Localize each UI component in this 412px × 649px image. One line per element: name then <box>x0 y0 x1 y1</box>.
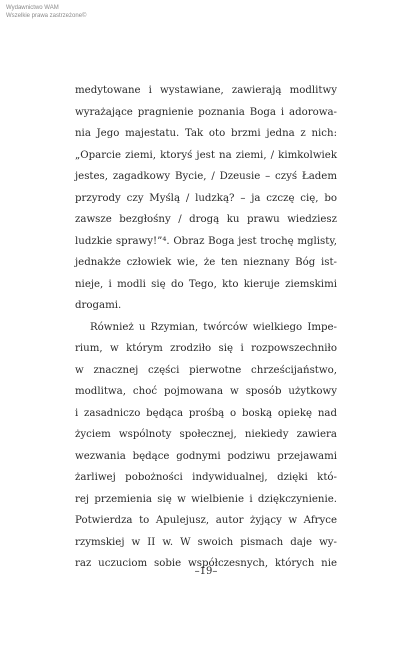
text-line: nia Jego majestatu. Tak oto brzmi jedna z nich: <box>75 128 337 139</box>
text-line: żarliwej pobożności indywidualnej, dzięki któ- <box>75 472 337 483</box>
text-line: wyrażające pragnienie poznania Boga i adorowa- <box>75 106 337 118</box>
text-line: jestes, zagadkowy Bycie, / Dzeusie – czyś Ładem <box>75 171 337 182</box>
text-line: życiem wspólnoty społecznej, niekiedy zawiera <box>75 429 337 440</box>
text-line: medytowane i wystawiane, zawierają modlitwy <box>75 85 337 96</box>
text-line: rium, w którym zrodziło się i rozpowszechniło <box>75 343 337 354</box>
text-line: modlitwa, choć pojmowana w sposób użytkowy <box>75 386 337 397</box>
text-line: wezwania będące godnymi podziwu przejawami <box>75 450 337 462</box>
paragraph-1 <box>75 80 337 317</box>
text-line: przyrody czy Myślą / ludzką? – ja czczę cię, bo <box>75 192 337 204</box>
text-line: i zasadniczo będąca prośbą o boską opiekę nad <box>75 407 337 419</box>
text-line: jednakże człowiek wie, że ten nieznany Bóg ist- <box>75 257 337 268</box>
paragraph-2 <box>75 317 337 575</box>
text-line: zawsze bezgłośny / drogą ku prawu wiedziesz <box>75 214 337 225</box>
watermark-publisher: Wydawnictwo WAM <box>6 5 59 11</box>
text-line: w znacznej części pierwotne chrześcijaństwo, <box>75 364 337 376</box>
text-line: ludzkie sprawy!”⁴. Obraz Boga jest trochę mglisty, <box>75 235 337 247</box>
text-line: Potwierdza to Apulejusz, autor żyjący w Afryce <box>75 515 337 526</box>
text-line: raz uczuciom sobie współczesnych, których nie <box>75 558 337 569</box>
watermark <box>6 4 86 20</box>
text-line: Również u Rzymian, twórców wielkiego Impe- <box>90 321 337 333</box>
text-line: nieje, i modli się do Tego, kto kieruje ziemskimi <box>75 278 337 290</box>
body-text <box>75 80 337 575</box>
page-number: –19– <box>194 566 218 577</box>
watermark-copyright: Wszelkie prawa zastrzeżone© <box>6 13 87 19</box>
text-line: „Oparcie ziemi, ktoryś jest na ziemi, / kimkolwiek <box>75 149 337 161</box>
text-line: rej przemienia się w wielbienie i dziękczynienie. <box>75 493 337 505</box>
text-line: drogami. <box>75 300 122 311</box>
text-line: rzymskiej w II w. W swoich pismach daje wy- <box>75 536 337 548</box>
